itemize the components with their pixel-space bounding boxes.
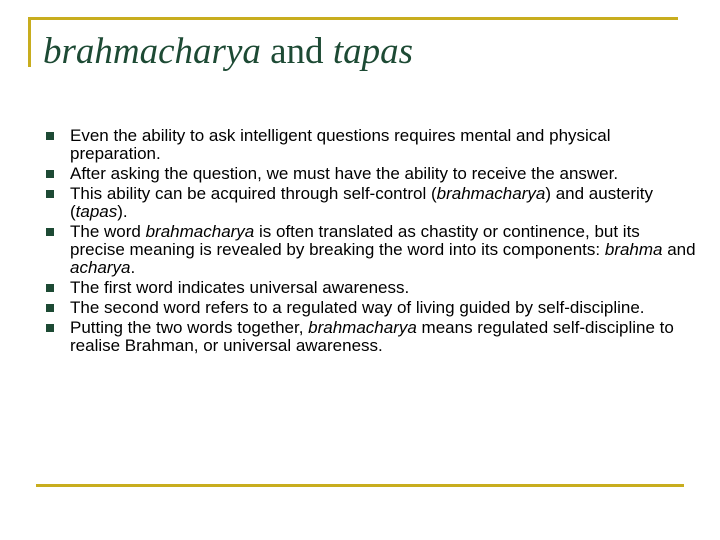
square-bullet-icon — [46, 190, 54, 198]
square-bullet-icon — [46, 284, 54, 292]
bullet-emphasis: tapas — [75, 202, 118, 221]
title-top-rule — [28, 17, 678, 20]
slide-title — [43, 28, 413, 76]
bullet-emphasis: brahmacharya — [436, 184, 546, 203]
bullet-item-7 — [46, 319, 696, 355]
square-bullet-icon — [46, 304, 54, 312]
bullet-text: The first word indicates universal awareness. — [70, 278, 410, 297]
square-bullet-icon — [46, 228, 54, 236]
title-term-tapas: tapas — [332, 31, 413, 72]
bullet-text: ) and austerity ( — [70, 184, 654, 221]
bullet-item-4 — [46, 223, 696, 277]
square-bullet-icon — [46, 324, 54, 332]
square-bullet-icon — [46, 132, 54, 140]
bullet-text: This ability can be acquired through self-control ( — [70, 184, 437, 203]
bullet-text: After asking the question, we must have the ability to receive the answer. — [70, 164, 619, 183]
bullet-item-1 — [46, 127, 696, 163]
bullet-text: ). — [117, 202, 128, 221]
bullet-list — [46, 127, 696, 357]
bullet-item-2 — [46, 165, 696, 183]
bullet-text: is often translated as chastity or continence, but its precise meaning is revealed by breaking the word into its components: — [70, 222, 640, 259]
square-bullet-icon — [46, 170, 54, 178]
bullet-emphasis: brahma — [604, 240, 663, 259]
bullet-emphasis: brahmacharya — [308, 318, 417, 337]
title-conjunction: and — [260, 31, 333, 72]
bullet-emphasis: acharya — [70, 258, 131, 277]
bullet-text: Even the ability to ask intelligent questions requires mental and physical preparation. — [70, 126, 611, 163]
bullet-text: The second word refers to a regulated way of living guided by self-discipline. — [70, 298, 645, 317]
footer-rule — [36, 484, 684, 487]
bullet-item-3 — [46, 185, 696, 221]
title-left-rule — [28, 17, 31, 67]
title-term-brahmacharya: brahmacharya — [43, 31, 261, 72]
bullet-text: Putting the two words together, — [70, 318, 309, 337]
bullet-text: The word — [70, 222, 146, 241]
bullet-text: and — [662, 240, 696, 259]
bullet-item-6 — [46, 299, 696, 317]
bullet-text: . — [130, 258, 136, 277]
bullet-emphasis: brahmacharya — [145, 222, 255, 241]
bullet-text: means regulated self-discipline to realise Brahman, or universal awareness. — [70, 318, 674, 355]
bullet-item-5 — [46, 279, 696, 297]
